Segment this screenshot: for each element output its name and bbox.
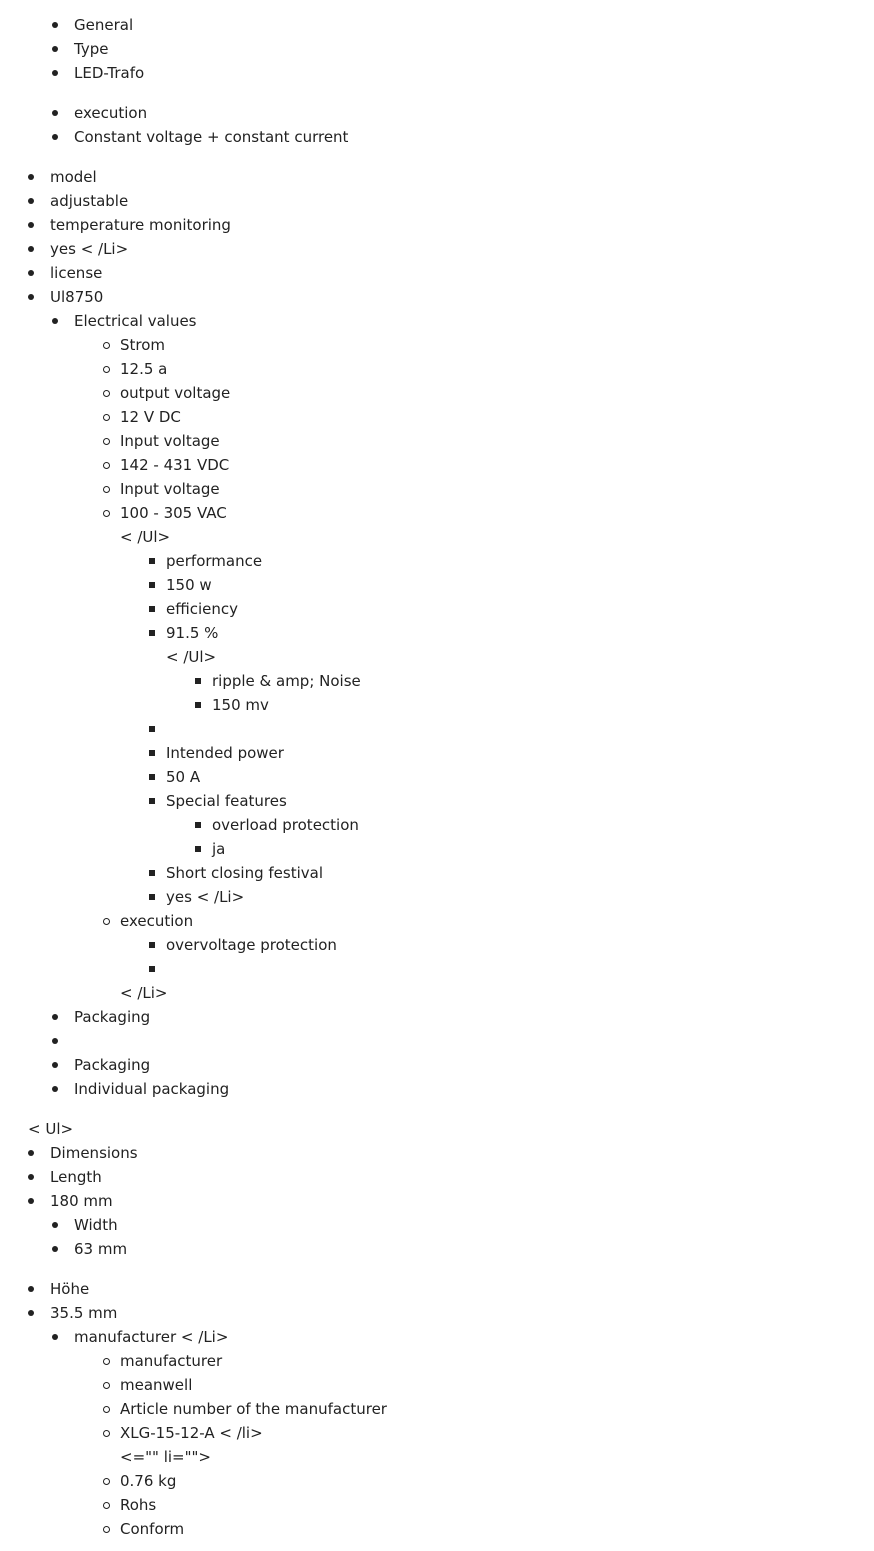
list-item [0, 1053, 874, 1077]
disc-bullet-icon [28, 1310, 34, 1316]
list-item [0, 645, 874, 669]
disc-bullet-icon [52, 22, 58, 28]
list-item-text: Length [50, 1168, 102, 1186]
list-item-text: 150 w [166, 576, 212, 594]
square-bullet-icon [149, 870, 155, 876]
disc-bullet-icon [28, 246, 34, 252]
list-item [0, 285, 874, 309]
list-item-text: 12.5 a [120, 360, 168, 378]
list-item-text: Article number of the manufacturer [120, 1400, 387, 1418]
list-item-text: Strom [120, 336, 166, 354]
list-item-text: LED-Trafo [74, 64, 145, 82]
list-item [0, 477, 874, 501]
list-item-text: manufacturer < /Li> [74, 1328, 229, 1346]
list-item-text: model [50, 168, 97, 186]
list-item [0, 125, 874, 149]
list-item-text: 63 mm [74, 1240, 128, 1258]
square-bullet-icon [149, 726, 155, 732]
list-item [0, 789, 874, 813]
circle-bullet-icon [103, 462, 110, 469]
square-bullet-icon [195, 678, 201, 684]
list-item [0, 1213, 874, 1237]
list-item-text: Packaging [74, 1056, 151, 1074]
list-item-text: execution [120, 912, 194, 930]
list-item [0, 1301, 874, 1325]
list-item [0, 1493, 874, 1517]
list-item [0, 1237, 874, 1261]
list-item [0, 1373, 874, 1397]
circle-bullet-icon [103, 1406, 110, 1413]
list-item-text: Type [74, 40, 109, 58]
list-item-text: execution [74, 104, 148, 122]
list-item [0, 837, 874, 861]
list-item [0, 573, 874, 597]
disc-bullet-icon [52, 318, 58, 324]
list-item-text: Short closing festival [166, 864, 324, 882]
square-bullet-icon [195, 822, 201, 828]
list-item [0, 61, 874, 85]
list-item-text: meanwell [120, 1376, 193, 1394]
circle-bullet-icon [103, 438, 110, 445]
list-item [0, 549, 874, 573]
circle-bullet-icon [103, 510, 110, 517]
list-item [0, 405, 874, 429]
disc-bullet-icon [52, 1334, 58, 1340]
list-item-text: ripple & amp; Noise [212, 672, 361, 690]
list-item [0, 741, 874, 765]
list-item-text: Electrical values [74, 312, 197, 330]
list-item [0, 1397, 874, 1421]
list-item [0, 813, 874, 837]
circle-bullet-icon [103, 1382, 110, 1389]
list-item [0, 453, 874, 477]
circle-bullet-icon [103, 486, 110, 493]
list-item [0, 1141, 874, 1165]
list-item [0, 333, 874, 357]
square-bullet-icon [149, 894, 155, 900]
list-item [0, 717, 874, 741]
list-item [0, 165, 874, 189]
list-item-text: 0.76 kg [120, 1472, 177, 1490]
list-item-text: 180 mm [50, 1192, 113, 1210]
list-item-text: < /Ul> [120, 528, 171, 546]
circle-bullet-icon [103, 414, 110, 421]
disc-bullet-icon [28, 1198, 34, 1204]
list-item-text: Höhe [50, 1280, 90, 1298]
list-item-text: efficiency [166, 600, 239, 618]
list-item [0, 1349, 874, 1373]
list-item-text: overvoltage protection [166, 936, 337, 954]
list-item-text: output voltage [120, 384, 231, 402]
square-bullet-icon [149, 966, 155, 972]
list-item [0, 501, 874, 525]
list-item [0, 981, 874, 1005]
list-spacer [0, 1261, 874, 1277]
list-item-text: overload protection [212, 816, 359, 834]
list-item [0, 669, 874, 693]
circle-bullet-icon [103, 1358, 110, 1365]
disc-bullet-icon [28, 294, 34, 300]
list-item-text: XLG-15-12-A < /li> [120, 1424, 263, 1442]
list-item [0, 909, 874, 933]
list-item-text: Individual packaging [74, 1080, 230, 1098]
list-item [0, 429, 874, 453]
disc-bullet-icon [28, 1150, 34, 1156]
circle-bullet-icon [103, 1430, 110, 1437]
list-item [0, 525, 874, 549]
list-item [0, 101, 874, 125]
square-bullet-icon [149, 942, 155, 948]
list-item-text: yes < /Li> [166, 888, 245, 906]
list-spacer [0, 85, 874, 101]
circle-bullet-icon [103, 390, 110, 397]
list-item [0, 37, 874, 61]
list-item [0, 1077, 874, 1101]
list-item [0, 597, 874, 621]
list-item [0, 1117, 874, 1141]
list-item-text: General [74, 16, 134, 34]
list-item-text: Rohs [120, 1496, 157, 1514]
list-item [0, 621, 874, 645]
list-item-text: Input voltage [120, 432, 220, 450]
disc-bullet-icon [52, 1222, 58, 1228]
disc-bullet-icon [28, 270, 34, 276]
disc-bullet-icon [28, 198, 34, 204]
list-item-text: 91.5 % [166, 624, 219, 642]
square-bullet-icon [149, 606, 155, 612]
disc-bullet-icon [52, 1086, 58, 1092]
circle-bullet-icon [103, 1502, 110, 1509]
list-item [0, 1165, 874, 1189]
list-item-text: Dimensions [50, 1144, 138, 1162]
list-item [0, 861, 874, 885]
square-bullet-icon [149, 630, 155, 636]
circle-bullet-icon [103, 918, 110, 925]
list-item [0, 933, 874, 957]
list-item-text: < Ul> [28, 1120, 74, 1138]
disc-bullet-icon [28, 174, 34, 180]
list-item-text: Conform [120, 1520, 185, 1538]
list-item [0, 237, 874, 261]
list-item [0, 213, 874, 237]
square-bullet-icon [149, 582, 155, 588]
disc-bullet-icon [52, 134, 58, 140]
square-bullet-icon [149, 798, 155, 804]
list-item-text: ja [212, 840, 226, 858]
disc-bullet-icon [28, 1286, 34, 1292]
disc-bullet-icon [52, 1038, 58, 1044]
list-item [0, 309, 874, 333]
circle-bullet-icon [103, 1526, 110, 1533]
disc-bullet-icon [52, 1246, 58, 1252]
square-bullet-icon [195, 702, 201, 708]
disc-bullet-icon [52, 46, 58, 52]
circle-bullet-icon [103, 1478, 110, 1485]
list-item [0, 189, 874, 213]
list-item-text: license [50, 264, 103, 282]
list-item-text: < /Ul> [166, 648, 217, 666]
disc-bullet-icon [52, 110, 58, 116]
list-item [0, 1517, 874, 1541]
list-item-text: 100 - 305 VAC [120, 504, 227, 522]
list-item-text: 150 mv [212, 696, 269, 714]
list-item-text: Packaging [74, 1008, 151, 1026]
list-item [0, 13, 874, 37]
disc-bullet-icon [28, 222, 34, 228]
disc-bullet-icon [52, 1014, 58, 1020]
circle-bullet-icon [103, 342, 110, 349]
disc-bullet-icon [52, 1062, 58, 1068]
list-item [0, 1277, 874, 1301]
circle-bullet-icon [103, 366, 110, 373]
disc-bullet-icon [52, 70, 58, 76]
list-item-text: 35.5 mm [50, 1304, 118, 1322]
list-item [0, 885, 874, 909]
square-bullet-icon [149, 750, 155, 756]
list-item-text: 12 V DC [120, 408, 181, 426]
list-item [0, 1469, 874, 1493]
list-item-text: temperature monitoring [50, 216, 231, 234]
list-item-text: yes < /Li> [50, 240, 129, 258]
list-item [0, 765, 874, 789]
list-item-text: manufacturer [120, 1352, 223, 1370]
list-item-text: < /Li> [120, 984, 168, 1002]
disc-bullet-icon [28, 1174, 34, 1180]
list-item-text: adjustable [50, 192, 129, 210]
list-item-text: 50 A [166, 768, 201, 786]
list-spacer [0, 149, 874, 165]
list-item [0, 1325, 874, 1349]
list-item [0, 1189, 874, 1213]
list-item [0, 957, 874, 981]
list-item [0, 1005, 874, 1029]
list-spacer [0, 1101, 874, 1117]
list-item [0, 1029, 874, 1053]
square-bullet-icon [149, 558, 155, 564]
list-item-text: Width [74, 1216, 118, 1234]
list-item [0, 357, 874, 381]
list-item [0, 693, 874, 717]
list-item-text: 142 - 431 VDC [120, 456, 230, 474]
list-item [0, 1421, 874, 1445]
square-bullet-icon [149, 774, 155, 780]
list-item-text: <="" li=""> [120, 1448, 211, 1466]
list-item [0, 261, 874, 285]
list-item-text: Constant voltage + constant current [74, 128, 349, 146]
list-item-text: Ul8750 [50, 288, 104, 306]
list-item-text: performance [166, 552, 263, 570]
list-item-text: Input voltage [120, 480, 220, 498]
square-bullet-icon [195, 846, 201, 852]
list-item [0, 381, 874, 405]
list-item [0, 1445, 874, 1469]
list-item-text: Intended power [166, 744, 284, 762]
list-item-text: Special features [166, 792, 287, 810]
